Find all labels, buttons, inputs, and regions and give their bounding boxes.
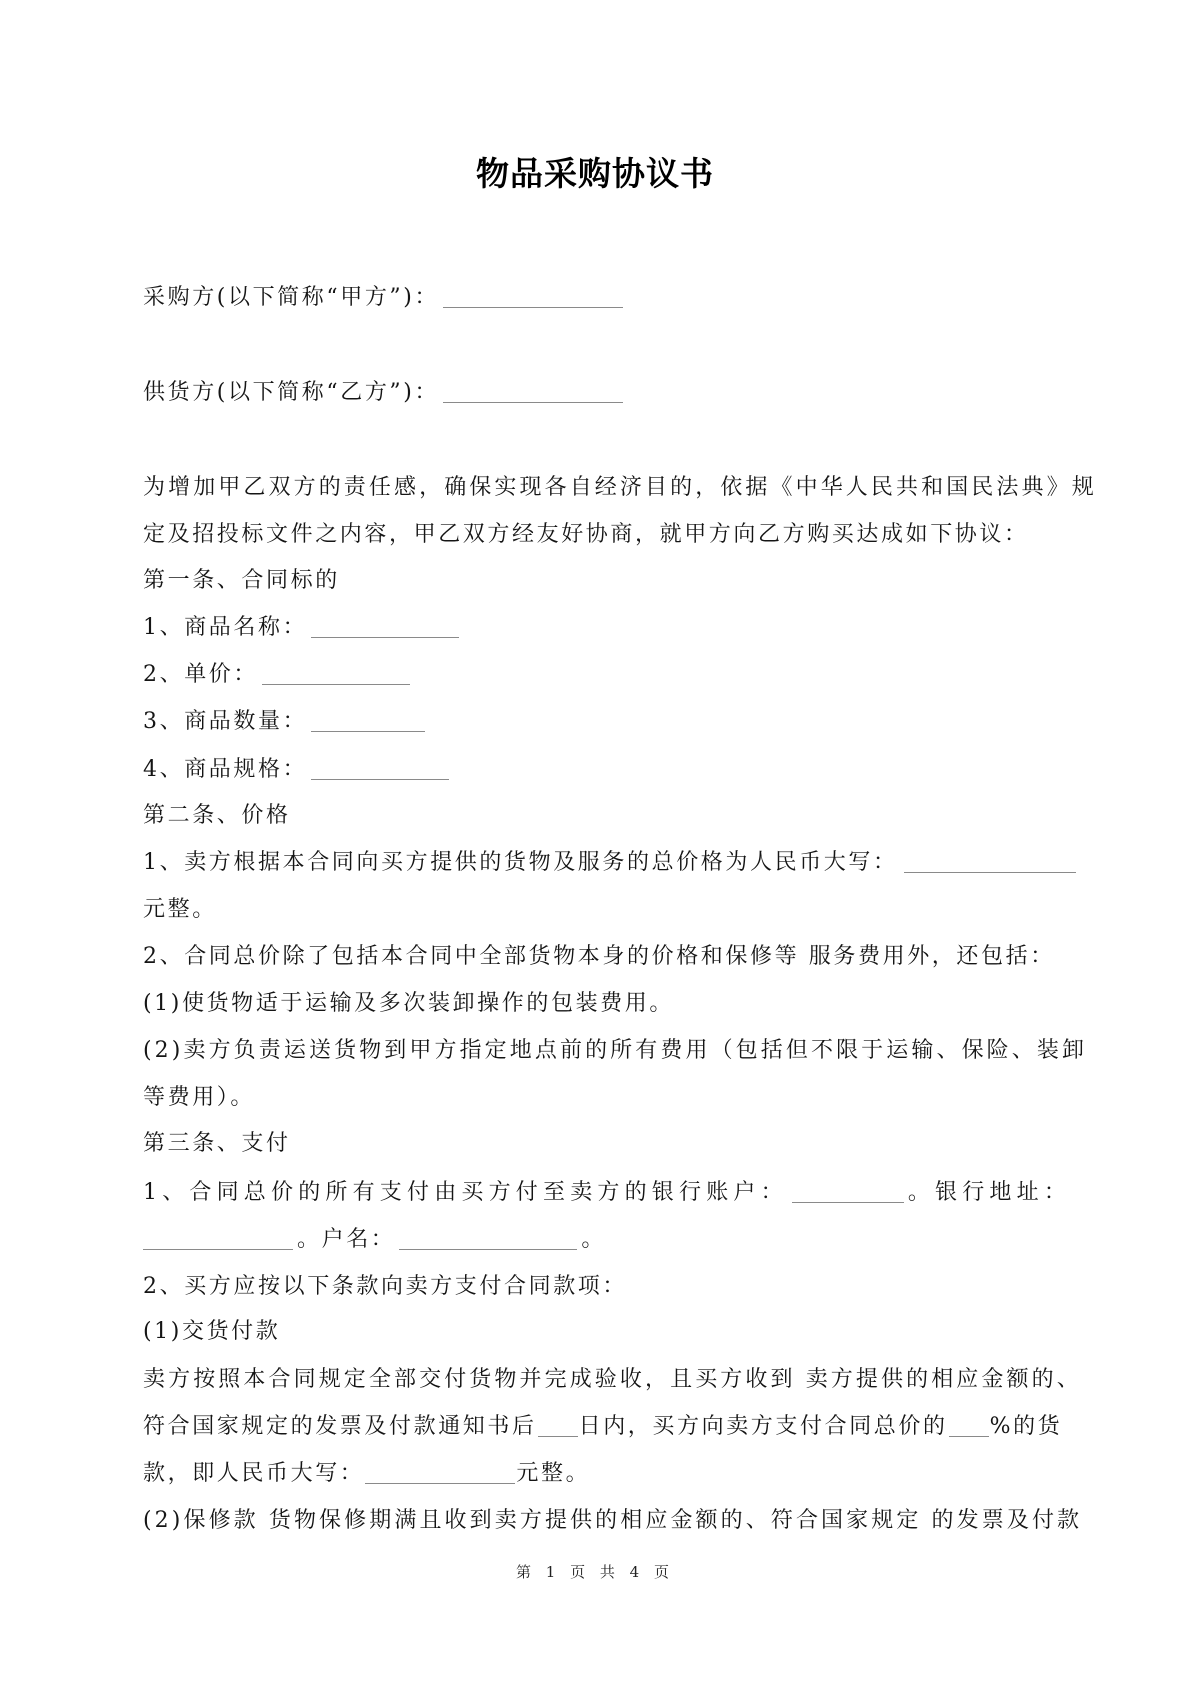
invoice-text: 符合国家规定的发票及付款通知书后 (143, 1414, 537, 1439)
item-quantity (143, 707, 1055, 737)
payment-clause-text: 1、合同总价的所有支付由买方付至卖方的银行账户： (143, 1180, 788, 1205)
goods-text: %的货 (989, 1414, 1063, 1439)
price-clause-text: 1、卖方根据本合同向买方提供的货物及服务的总价格为人民币大写： (143, 850, 898, 875)
account-name-blank[interactable] (399, 1227, 577, 1250)
bank-address-label: 。银行地址： (907, 1180, 1072, 1205)
bank-address-blank[interactable] (143, 1227, 293, 1250)
payment-sub-1-line-3 (143, 1459, 1055, 1489)
unit-price-blank[interactable] (262, 662, 410, 685)
total-price-blank[interactable] (904, 850, 1076, 873)
buyer-line (143, 283, 1055, 313)
payment-sub-2-line-1: (2)保修款 货物保修期满且收到卖方提供的相应金额的、符合国家规定 的发票及付款 (143, 1508, 1083, 1533)
preamble-line-2: 定及招投标文件之内容，甲乙双方经友好协商，就甲方向乙方购买达成如下协议： (143, 522, 1029, 547)
item-label: 3、商品数量： (143, 709, 308, 734)
seller-name-blank[interactable] (443, 380, 623, 403)
page-indicator: 第 1 页 共 4 页 (516, 1563, 674, 1581)
price-sub-1: (1)使货物适于运输及多次装卸操作的包装费用。 (143, 991, 674, 1016)
article-3-heading: 第三条、支付 (143, 1131, 291, 1156)
item-label: 1、商品名称： (143, 615, 308, 640)
percent-text: 日内，买方向卖方支付合同总价的 (578, 1414, 948, 1439)
payment-clause-2: 2、买方应按以下条款向卖方支付合同款项： (143, 1274, 627, 1299)
preamble-line-1: 为增加甲乙双方的责任感，确保实现各自经济目的，依据《中华人民共和国民法典》规 (143, 475, 1097, 500)
buyer-name-blank[interactable] (443, 285, 623, 308)
account-name-label: 。户名： (297, 1227, 396, 1252)
payment-clause-1-cont (143, 1225, 1055, 1255)
seller-line (143, 378, 1055, 408)
seller-label: 供货方(以下简称“乙方”)： (143, 380, 440, 405)
document-title: 物品采购协议书 (476, 154, 714, 193)
amount-blank[interactable] (365, 1461, 515, 1484)
period-mark: 。 (581, 1227, 607, 1252)
buyer-label: 采购方(以下简称“甲方”)： (143, 285, 440, 310)
item-spec (143, 755, 1055, 785)
price-sub-2: (2)卖方负责运送货物到甲方指定地点前的所有费用（包括但不限于运输、保险、装卸 (143, 1038, 1088, 1063)
item-label: 2、单价： (143, 662, 258, 687)
bank-account-blank[interactable] (792, 1180, 904, 1203)
payment-sub-1-line-1: 卖方按照本合同规定全部交付货物并完成验收，且买方收到 卖方提供的相应金额的、 (143, 1367, 1082, 1392)
price-sub-2-cont: 等费用）。 (143, 1085, 256, 1110)
item-product-name (143, 613, 1055, 643)
article-1-heading: 第一条、合同标的 (143, 568, 340, 593)
payment-sub-1-line-2 (143, 1412, 1063, 1442)
product-name-blank[interactable] (311, 615, 459, 638)
days-blank[interactable] (538, 1414, 578, 1437)
percent-blank[interactable] (949, 1414, 989, 1437)
amount-text: 款，即人民币大写： (143, 1461, 365, 1486)
payment-sub-1-heading: (1)交货付款 (143, 1319, 281, 1344)
article-2-heading: 第二条、价格 (143, 803, 291, 828)
price-clause-1-cont: 元整。 (143, 897, 217, 922)
yuan-text: 元整。 (516, 1461, 591, 1486)
item-label: 4、商品规格： (143, 757, 308, 782)
price-clause-1 (143, 848, 1055, 878)
spec-blank[interactable] (311, 757, 449, 780)
price-clause-2: 2、合同总价除了包括本合同中全部货物本身的价格和保修等 服务费用外，还包括： (143, 944, 1055, 969)
quantity-blank[interactable] (311, 709, 425, 732)
item-unit-price (143, 660, 1055, 690)
payment-clause-1 (143, 1178, 1072, 1208)
